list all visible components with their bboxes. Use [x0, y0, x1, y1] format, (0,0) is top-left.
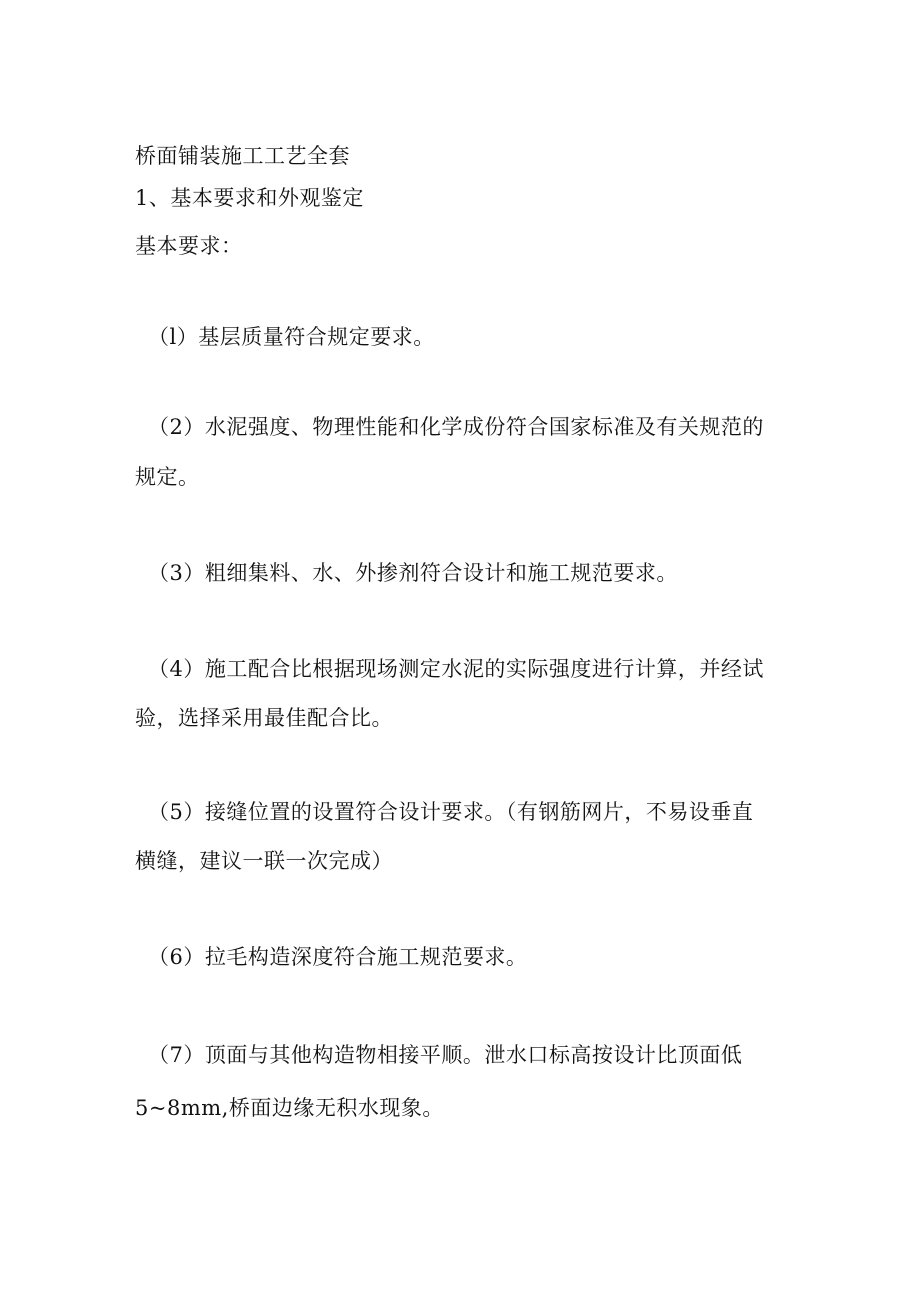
- requirement-item-4-cont: 验，选择采用最佳配合比。: [135, 706, 393, 730]
- requirement-item-5: （5）接缝位置的设置符合设计要求。（有钢筋网片，不易设垂直: [148, 800, 754, 824]
- requirement-item-4: （4）施工配合比根据现场测定水泥的实际强度进行计算，并经试: [148, 657, 764, 681]
- requirement-item-7-cont: 5~8mm,桥面边缘无积水现象。: [135, 1096, 444, 1120]
- requirement-item-1: （l）基层质量符合规定要求。: [148, 325, 435, 349]
- requirement-item-3: （3）粗细集料、水、外掺剂符合设计和施工规范要求。: [148, 561, 678, 585]
- requirement-item-2-cont: 规定。: [135, 465, 200, 489]
- requirement-item-7: （7）顶面与其他构造物相接平顺。泄水口标高按设计比顶面低: [148, 1043, 743, 1067]
- requirement-item-2: （2）水泥强度、物理性能和化学成份符合国家标准及有关规范的: [148, 415, 764, 439]
- subheading: 基本要求：: [135, 234, 243, 258]
- requirement-item-6: （6）拉毛构造深度符合施工规范要求。: [148, 945, 528, 969]
- section-heading: 1、基本要求和外观鉴定: [135, 186, 364, 210]
- requirement-item-5-cont: 横缝，建议一联一次完成）: [135, 849, 393, 873]
- document-title: 桥面铺装施工工艺全套: [135, 144, 350, 168]
